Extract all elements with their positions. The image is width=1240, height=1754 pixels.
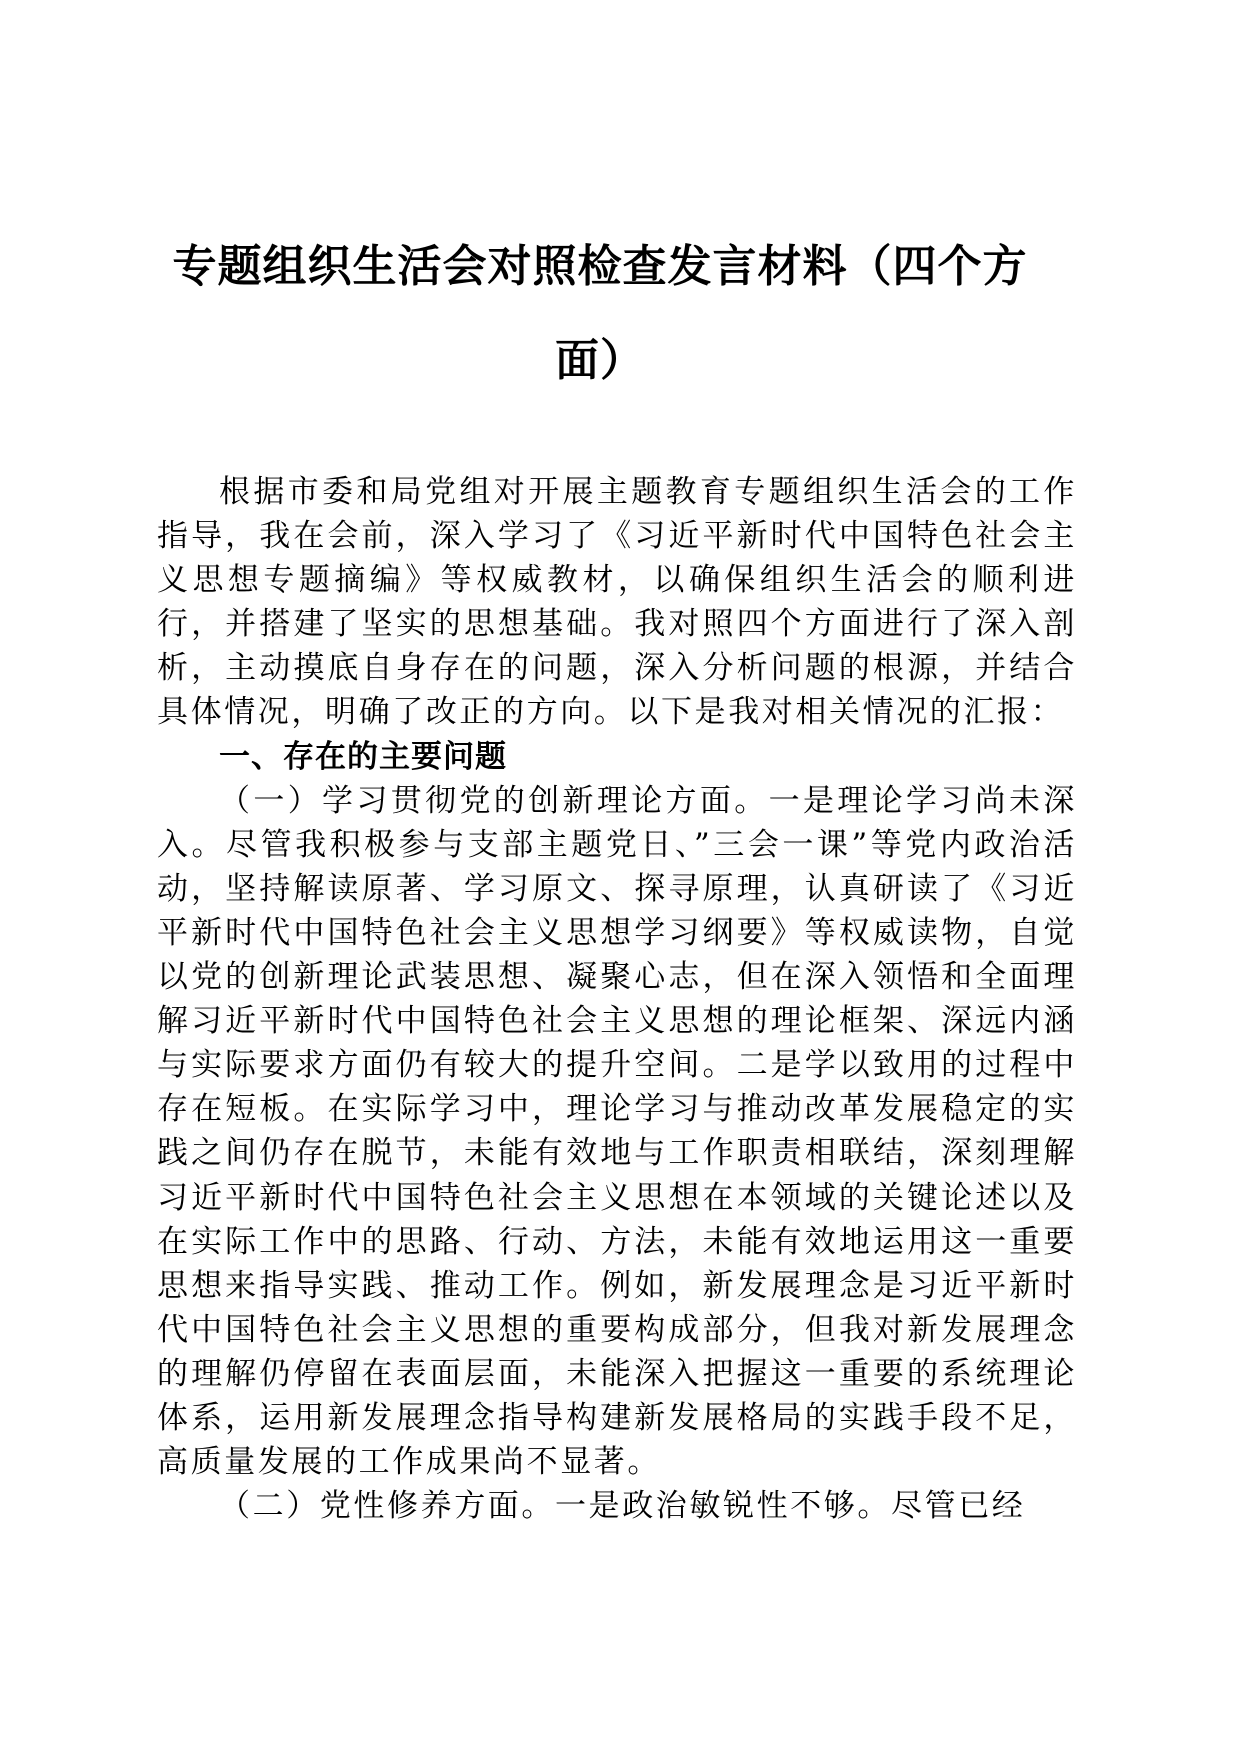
section-heading: 一、存在的主要问题: [219, 738, 507, 775]
intro-paragraph: 根据市委和局党组对开展主题教育专题组织生活会的工作指导，我在会前，深入学习了《习近平新时代中国特色社会主义思想专题摘编》等权威教材，以确保组织生活会的顺利进行，并搭建了坚实的思想基础。我对照四个方面进行了深入剖析，主动摸底自身存在的问题，深入分析问题的根源，并结合具体情况，明确了改正的方向。以下是我对相关情况的汇报：: [157, 474, 1077, 731]
section-1-paragraph: （一）学习贯彻党的创新理论方面。一是理论学习尚未深入。尽管我积极参与支部主题党日、”三会一课”等党内政治活动，坚持解读原著、学习原文、探寻原理，认真研读了《习近平新时代中国特色社会主义思想学习纲要》等权威读物，自觉以党的创新理论武装思想、凝聚心志，但在深入领悟和全面理解习近平新时代中国特色社会主义思想的理论框架、深远内涵与实际要求方面仍有较大的提升空间。二是学以致用的过程中存在短板。在实际学习中，理论学习与推动改革发展稳定的实践之间仍存在脱节，未能有效地与工作职责相联结，深刻理解习近平新时代中国特色社会主义思想在本领域的关键论述以及在实际工作中的思路、行动、方法，未能有效地运用这一重要思想来指导实践、推动工作。例如，新发展理念是习近平新时代中国特色社会主义思想的重要构成部分，但我对新发展理念的理解仍停留在表面层面，未能深入把握这一重要的系统理论体系，运用新发展理念指导构建新发展格局的实践手段不足，高质量发展的工作成果尚不显著。: [157, 782, 1077, 1481]
section-2-paragraph: （二）党性修养方面。一是政治敏锐性不够。尽管已经: [219, 1488, 1026, 1525]
document-title: 专题组织生活会对照检查发言材料（四个方面）: [172, 241, 1028, 386]
document-body: [157, 470, 1077, 1528]
